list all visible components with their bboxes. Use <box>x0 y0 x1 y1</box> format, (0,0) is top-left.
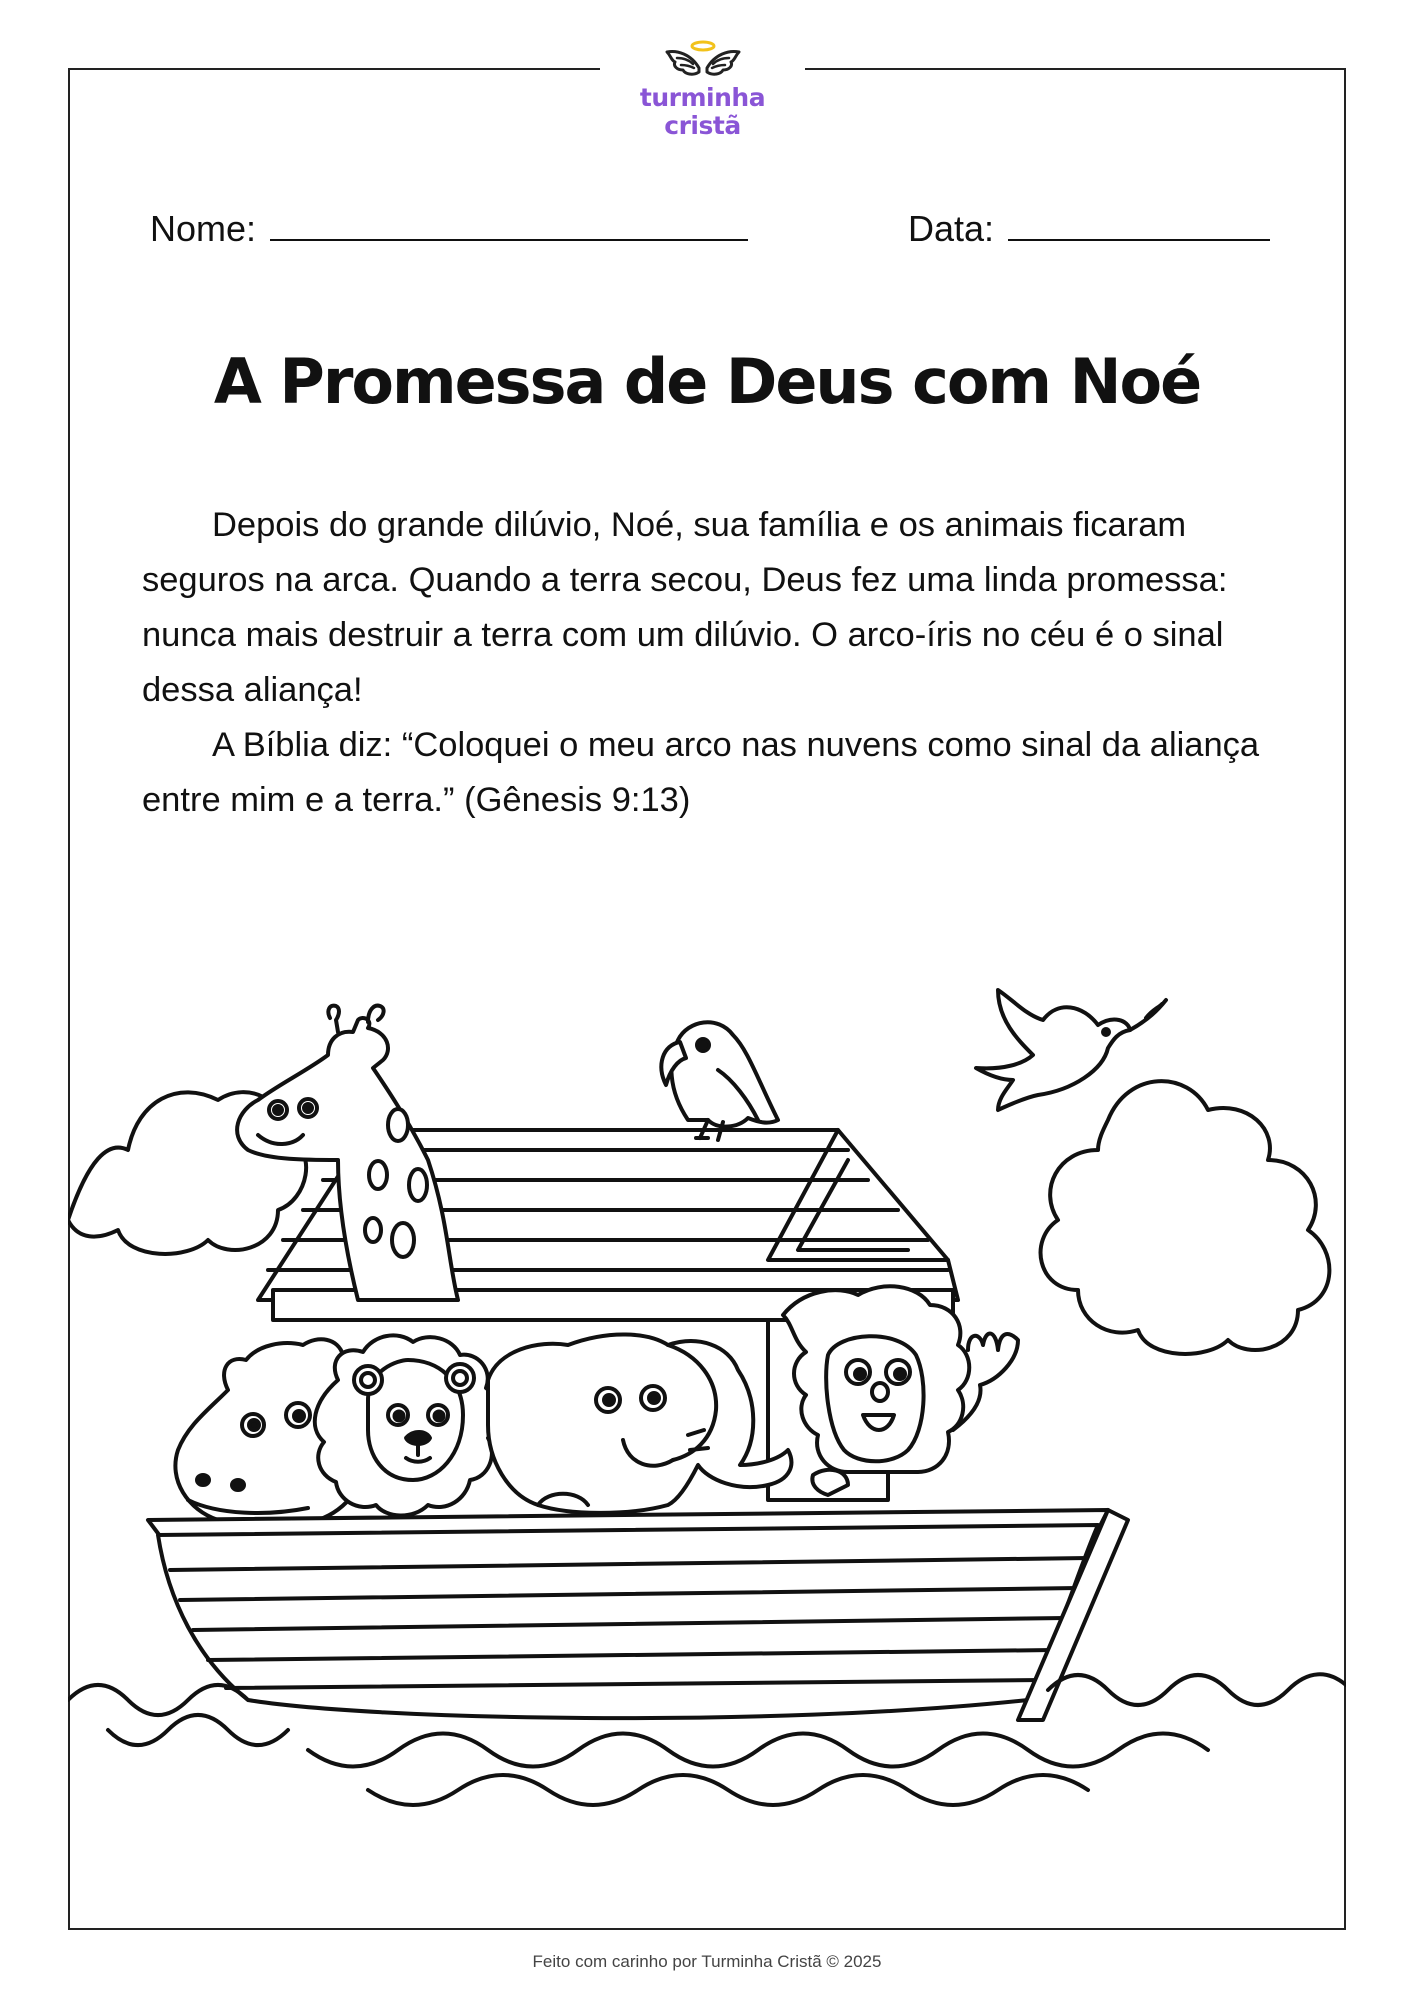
noahs-ark-coloring-icon <box>68 960 1346 1820</box>
brand-name-line2: cristã <box>664 111 741 140</box>
date-label: Data: <box>908 208 995 249</box>
page-title: A Promessa de Deus com Noé <box>213 345 1201 418</box>
elephant-icon <box>488 1334 791 1512</box>
cloud-right-icon <box>1041 1081 1330 1354</box>
ark-hull-icon <box>148 1510 1128 1720</box>
story-paragraph-2: A Bíblia diz: “Coloquei o meu arco nas nuvens como sinal da aliança entre mim e a terra.” (Gênesis 9:13) <box>142 726 1260 819</box>
giraffe-icon <box>237 1006 458 1300</box>
story-text <box>142 498 1292 828</box>
name-blank[interactable] <box>270 209 748 241</box>
brand-name-line1: turminha <box>639 83 766 112</box>
angel-wings-halo-icon <box>663 38 743 84</box>
name-field <box>150 208 748 250</box>
name-label: Nome: <box>150 208 257 249</box>
story-paragraph-1: Depois do grande dilúvio, Noé, sua família e os animais ficaram seguros na arca. Quando a terra secou, Deus fez uma linda promessa: nunca mais destruir a terra com um dilúvio. O arco-íris no céu é o sinal dessa aliança! <box>142 506 1228 709</box>
date-blank[interactable] <box>1008 209 1270 241</box>
brand-logo <box>600 38 805 140</box>
lion-icon <box>315 1335 499 1515</box>
date-field <box>908 208 1270 250</box>
parrot-icon <box>661 1022 778 1140</box>
footer-credit: Feito com carinho por Turminha Cristã © 2025 <box>532 1952 882 1971</box>
